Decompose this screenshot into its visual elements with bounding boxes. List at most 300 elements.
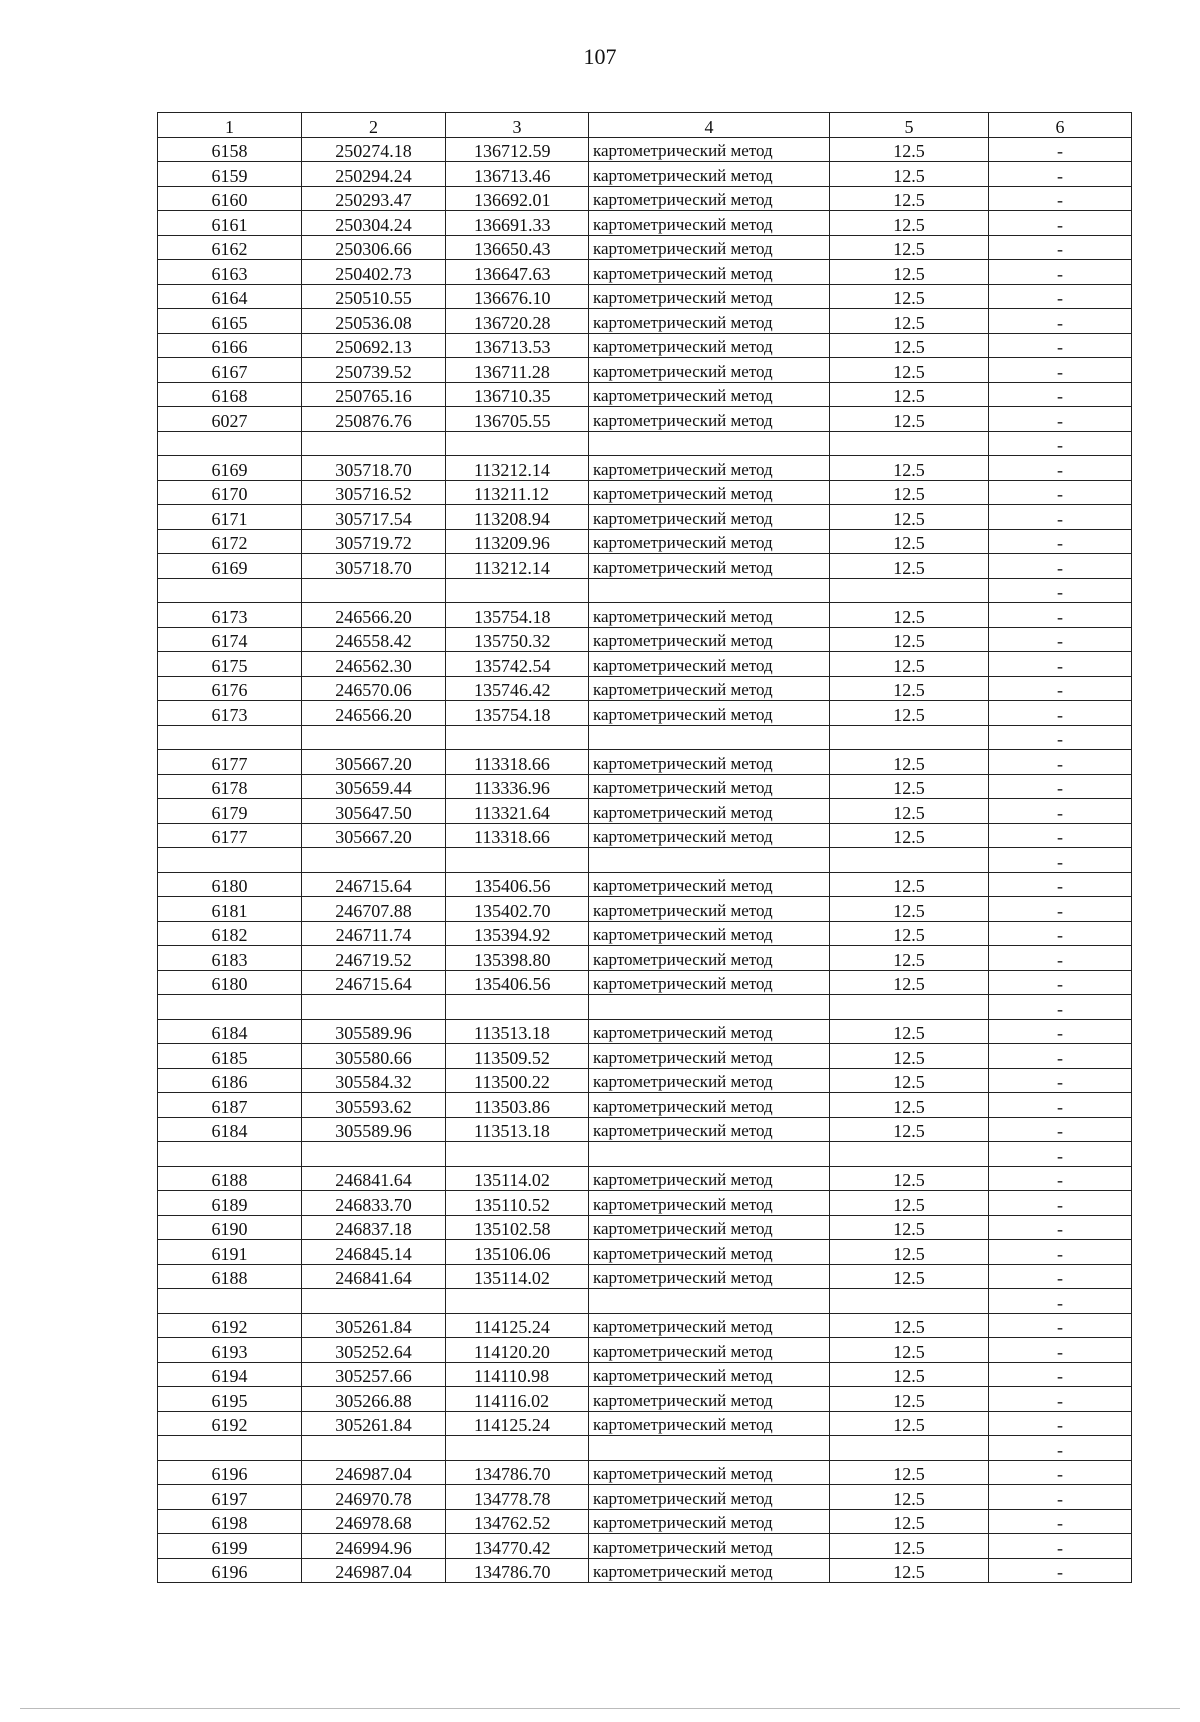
table-row [158,1044,1132,1069]
point-number-cell: 6171 [158,505,302,530]
accuracy-cell: 12.5 [830,505,989,530]
table-row [158,1166,1132,1191]
y-coordinate-cell: 113208.94 [446,505,589,530]
x-coordinate-cell: 305266.88 [302,1387,446,1412]
accuracy-cell: 12.5 [830,1117,989,1142]
y-coordinate-cell: 136712.59 [446,137,589,162]
method-cell: картометрический метод [589,211,830,236]
note-cell: - [989,970,1132,995]
accuracy-cell: 12.5 [830,1362,989,1387]
y-coordinate-cell: 135402.70 [446,897,589,922]
method-cell: картометрический метод [589,1264,830,1289]
table-row [158,186,1132,211]
table-row [158,1387,1132,1412]
table-row [158,284,1132,309]
x-coordinate-cell: 305580.66 [302,1044,446,1069]
note-cell: - [989,260,1132,285]
method-cell: картометрический метод [589,1338,830,1363]
method-cell [589,1436,830,1461]
note-cell: - [989,603,1132,628]
accuracy-cell [830,995,989,1020]
x-coordinate-cell: 246566.20 [302,701,446,726]
x-coordinate-cell: 246707.88 [302,897,446,922]
table-row [158,897,1132,922]
x-coordinate-cell: 305716.52 [302,480,446,505]
y-coordinate-cell: 113212.14 [446,554,589,579]
x-coordinate-cell: 250294.24 [302,162,446,187]
point-number-cell: 6176 [158,676,302,701]
y-coordinate-cell: 113321.64 [446,799,589,824]
table-row [158,848,1132,873]
table-row [158,1289,1132,1314]
x-coordinate-cell [302,1142,446,1167]
method-cell: картометрический метод [589,970,830,995]
note-cell: - [989,1362,1132,1387]
point-number-cell: 6169 [158,554,302,579]
point-number-cell: 6170 [158,480,302,505]
note-cell: - [989,1215,1132,1240]
point-number-cell: 6173 [158,701,302,726]
accuracy-cell: 12.5 [830,1485,989,1510]
point-number-cell: 6158 [158,137,302,162]
accuracy-cell: 12.5 [830,1240,989,1265]
x-coordinate-cell: 246845.14 [302,1240,446,1265]
x-coordinate-cell: 246837.18 [302,1215,446,1240]
table-row [158,1534,1132,1559]
note-cell: - [989,1387,1132,1412]
x-coordinate-cell: 246715.64 [302,970,446,995]
point-number-cell: 6177 [158,750,302,775]
table-row [158,162,1132,187]
coordinates-table [157,112,1132,1583]
point-number-cell: 6180 [158,970,302,995]
x-coordinate-cell: 246841.64 [302,1166,446,1191]
accuracy-cell [830,1289,989,1314]
x-coordinate-cell: 246719.52 [302,946,446,971]
table-row [158,382,1132,407]
y-coordinate-cell: 113513.18 [446,1117,589,1142]
table-row [158,725,1132,750]
y-coordinate-cell [446,1436,589,1461]
method-cell [589,848,830,873]
note-cell: - [989,652,1132,677]
point-number-cell: 6159 [158,162,302,187]
point-number-cell: 6163 [158,260,302,285]
point-number-cell [158,1436,302,1461]
accuracy-cell: 12.5 [830,1509,989,1534]
method-cell: картометрический метод [589,260,830,285]
x-coordinate-cell: 246987.04 [302,1558,446,1583]
method-cell: картометрический метод [589,799,830,824]
table-row [158,627,1132,652]
y-coordinate-cell [446,578,589,603]
point-number-cell: 6181 [158,897,302,922]
point-number-cell: 6187 [158,1093,302,1118]
y-coordinate-cell: 136711.28 [446,358,589,383]
accuracy-cell: 12.5 [830,1264,989,1289]
y-coordinate-cell: 114116.02 [446,1387,589,1412]
table-body [158,137,1132,1583]
y-coordinate-cell: 113318.66 [446,823,589,848]
note-cell: - [989,946,1132,971]
accuracy-cell: 12.5 [830,701,989,726]
table-header-row [158,113,1132,138]
column-header: 1 [158,113,302,138]
note-cell: - [989,774,1132,799]
point-number-cell: 6168 [158,382,302,407]
accuracy-cell: 12.5 [830,652,989,677]
table-row [158,872,1132,897]
x-coordinate-cell [302,578,446,603]
y-coordinate-cell: 135102.58 [446,1215,589,1240]
table-row [158,235,1132,260]
note-cell: - [989,1142,1132,1167]
method-cell: картометрический метод [589,603,830,628]
accuracy-cell: 12.5 [830,1166,989,1191]
method-cell: картометрический метод [589,456,830,481]
note-cell: - [989,186,1132,211]
table-row [158,676,1132,701]
table-row [158,554,1132,579]
point-number-cell: 6193 [158,1338,302,1363]
method-cell: картометрический метод [589,1387,830,1412]
point-number-cell: 6179 [158,799,302,824]
method-cell: картометрический метод [589,676,830,701]
note-cell: - [989,358,1132,383]
note-cell: - [989,1509,1132,1534]
method-cell: картометрический метод [589,1485,830,1510]
y-coordinate-cell: 136676.10 [446,284,589,309]
y-coordinate-cell: 136692.01 [446,186,589,211]
x-coordinate-cell: 250536.08 [302,309,446,334]
note-cell: - [989,162,1132,187]
note-cell: - [989,1044,1132,1069]
y-coordinate-cell [446,1142,589,1167]
method-cell: картометрический метод [589,1460,830,1485]
accuracy-cell: 12.5 [830,603,989,628]
note-cell: - [989,554,1132,579]
x-coordinate-cell: 250765.16 [302,382,446,407]
x-coordinate-cell: 305719.72 [302,529,446,554]
y-coordinate-cell: 135106.06 [446,1240,589,1265]
table-row [158,1264,1132,1289]
note-cell: - [989,1093,1132,1118]
method-cell: картометрический метод [589,946,830,971]
method-cell: картометрический метод [589,554,830,579]
point-number-cell: 6184 [158,1117,302,1142]
accuracy-cell: 12.5 [830,211,989,236]
point-number-cell: 6195 [158,1387,302,1412]
method-cell: картометрический метод [589,1068,830,1093]
point-number-cell: 6161 [158,211,302,236]
y-coordinate-cell: 114125.24 [446,1411,589,1436]
y-coordinate-cell: 135746.42 [446,676,589,701]
point-number-cell: 6167 [158,358,302,383]
point-number-cell [158,1289,302,1314]
x-coordinate-cell: 246970.78 [302,1485,446,1510]
table-row [158,1215,1132,1240]
note-cell: - [989,1460,1132,1485]
point-number-cell: 6186 [158,1068,302,1093]
point-number-cell: 6194 [158,1362,302,1387]
note-cell: - [989,872,1132,897]
accuracy-cell: 12.5 [830,1313,989,1338]
method-cell [589,1142,830,1167]
method-cell: картометрический метод [589,1117,830,1142]
note-cell: - [989,1338,1132,1363]
y-coordinate-cell [446,848,589,873]
accuracy-cell: 12.5 [830,1093,989,1118]
method-cell: картометрический метод [589,1019,830,1044]
x-coordinate-cell: 246562.30 [302,652,446,677]
note-cell: - [989,235,1132,260]
accuracy-cell: 12.5 [830,1338,989,1363]
x-coordinate-cell: 246994.96 [302,1534,446,1559]
table-row [158,456,1132,481]
accuracy-cell: 12.5 [830,1215,989,1240]
method-cell: картометрический метод [589,897,830,922]
y-coordinate-cell: 113513.18 [446,1019,589,1044]
note-cell: - [989,1436,1132,1461]
y-coordinate-cell: 135110.52 [446,1191,589,1216]
note-cell: - [989,211,1132,236]
accuracy-cell: 12.5 [830,946,989,971]
note-cell: - [989,333,1132,358]
method-cell: картометрический метод [589,921,830,946]
note-cell: - [989,750,1132,775]
column-header: 2 [302,113,446,138]
method-cell: картометрический метод [589,1240,830,1265]
point-number-cell [158,848,302,873]
accuracy-cell: 12.5 [830,407,989,432]
table-row [158,358,1132,383]
accuracy-cell [830,848,989,873]
y-coordinate-cell: 113500.22 [446,1068,589,1093]
x-coordinate-cell: 305261.84 [302,1313,446,1338]
accuracy-cell [830,725,989,750]
x-coordinate-cell: 250293.47 [302,186,446,211]
table-row [158,970,1132,995]
accuracy-cell [830,431,989,456]
note-cell: - [989,480,1132,505]
y-coordinate-cell: 135750.32 [446,627,589,652]
accuracy-cell: 12.5 [830,1387,989,1412]
point-number-cell: 6184 [158,1019,302,1044]
note-cell: - [989,456,1132,481]
accuracy-cell [830,578,989,603]
y-coordinate-cell: 136650.43 [446,235,589,260]
y-coordinate-cell: 134786.70 [446,1460,589,1485]
table-row [158,1509,1132,1534]
y-coordinate-cell: 114120.20 [446,1338,589,1363]
page-number: 107 [583,44,617,69]
table-row [158,578,1132,603]
accuracy-cell: 12.5 [830,799,989,824]
table-row [158,1338,1132,1363]
note-cell: - [989,578,1132,603]
point-number-cell: 6169 [158,456,302,481]
accuracy-cell: 12.5 [830,137,989,162]
x-coordinate-cell: 250876.76 [302,407,446,432]
point-number-cell: 6164 [158,284,302,309]
x-coordinate-cell: 305718.70 [302,456,446,481]
point-number-cell: 6162 [158,235,302,260]
y-coordinate-cell: 136705.55 [446,407,589,432]
accuracy-cell: 12.5 [830,676,989,701]
x-coordinate-cell: 305589.96 [302,1019,446,1044]
table-row [158,1191,1132,1216]
note-cell: - [989,627,1132,652]
note-cell: - [989,137,1132,162]
method-cell: картометрический метод [589,407,830,432]
method-cell: картометрический метод [589,1215,830,1240]
table-row [158,701,1132,726]
point-number-cell: 6199 [158,1534,302,1559]
y-coordinate-cell: 114125.24 [446,1313,589,1338]
x-coordinate-cell [302,431,446,456]
table-row [158,1460,1132,1485]
point-number-cell: 6198 [158,1509,302,1534]
accuracy-cell: 12.5 [830,1534,989,1559]
table-row [158,603,1132,628]
column-header: 3 [446,113,589,138]
x-coordinate-cell: 246570.06 [302,676,446,701]
y-coordinate-cell: 136691.33 [446,211,589,236]
accuracy-cell: 12.5 [830,260,989,285]
method-cell: картометрический метод [589,333,830,358]
x-coordinate-cell: 250739.52 [302,358,446,383]
accuracy-cell: 12.5 [830,235,989,260]
x-coordinate-cell: 250692.13 [302,333,446,358]
y-coordinate-cell [446,1289,589,1314]
table-row [158,1558,1132,1583]
note-cell: - [989,1534,1132,1559]
table-row [158,211,1132,236]
column-header: 4 [589,113,830,138]
method-cell: картометрический метод [589,1534,830,1559]
method-cell [589,1289,830,1314]
method-cell: картометрический метод [589,309,830,334]
y-coordinate-cell: 113509.52 [446,1044,589,1069]
y-coordinate-cell: 136710.35 [446,382,589,407]
accuracy-cell: 12.5 [830,333,989,358]
x-coordinate-cell: 246833.70 [302,1191,446,1216]
accuracy-cell: 12.5 [830,529,989,554]
point-number-cell: 6178 [158,774,302,799]
x-coordinate-cell: 250274.18 [302,137,446,162]
x-coordinate-cell: 305252.64 [302,1338,446,1363]
y-coordinate-cell: 135114.02 [446,1166,589,1191]
note-cell: - [989,505,1132,530]
note-cell: - [989,1068,1132,1093]
method-cell: картометрический метод [589,1362,830,1387]
table-row [158,750,1132,775]
method-cell: картометрический метод [589,701,830,726]
x-coordinate-cell: 250510.55 [302,284,446,309]
x-coordinate-cell [302,995,446,1020]
point-number-cell [158,431,302,456]
y-coordinate-cell: 135754.18 [446,701,589,726]
note-cell: - [989,309,1132,334]
note-cell: - [989,799,1132,824]
method-cell: картометрический метод [589,627,830,652]
method-cell: картометрический метод [589,137,830,162]
note-cell: - [989,431,1132,456]
note-cell: - [989,1485,1132,1510]
note-cell: - [989,701,1132,726]
table-row [158,652,1132,677]
point-number-cell: 6192 [158,1411,302,1436]
method-cell: картометрический метод [589,1411,830,1436]
accuracy-cell: 12.5 [830,456,989,481]
method-cell: картометрический метод [589,872,830,897]
accuracy-cell: 12.5 [830,309,989,334]
accuracy-cell: 12.5 [830,162,989,187]
point-number-cell: 6188 [158,1264,302,1289]
table-row [158,505,1132,530]
note-cell: - [989,1166,1132,1191]
method-cell: картометрический метод [589,382,830,407]
x-coordinate-cell: 246566.20 [302,603,446,628]
method-cell: картометрический метод [589,162,830,187]
x-coordinate-cell [302,848,446,873]
point-number-cell [158,995,302,1020]
note-cell: - [989,921,1132,946]
method-cell: картометрический метод [589,284,830,309]
note-cell: - [989,1240,1132,1265]
point-number-cell: 6174 [158,627,302,652]
table-row [158,1485,1132,1510]
x-coordinate-cell: 250402.73 [302,260,446,285]
point-number-cell: 6190 [158,1215,302,1240]
table-row [158,1240,1132,1265]
y-coordinate-cell: 113209.96 [446,529,589,554]
accuracy-cell: 12.5 [830,554,989,579]
note-cell: - [989,1191,1132,1216]
y-coordinate-cell: 135398.80 [446,946,589,971]
method-cell [589,578,830,603]
x-coordinate-cell [302,1436,446,1461]
table-row [158,774,1132,799]
accuracy-cell: 12.5 [830,284,989,309]
method-cell: картометрический метод [589,529,830,554]
table-row [158,309,1132,334]
note-cell: - [989,848,1132,873]
accuracy-cell: 12.5 [830,480,989,505]
point-number-cell: 6160 [158,186,302,211]
x-coordinate-cell [302,1289,446,1314]
x-coordinate-cell [302,725,446,750]
x-coordinate-cell: 246558.42 [302,627,446,652]
y-coordinate-cell: 113211.12 [446,480,589,505]
table-row [158,1068,1132,1093]
column-header: 5 [830,113,989,138]
point-number-cell: 6172 [158,529,302,554]
table-row [158,995,1132,1020]
point-number-cell: 6196 [158,1558,302,1583]
y-coordinate-cell: 114110.98 [446,1362,589,1387]
method-cell: картометрический метод [589,186,830,211]
note-cell: - [989,1019,1132,1044]
table-row [158,260,1132,285]
y-coordinate-cell: 113336.96 [446,774,589,799]
accuracy-cell: 12.5 [830,358,989,383]
x-coordinate-cell: 305647.50 [302,799,446,824]
accuracy-cell: 12.5 [830,774,989,799]
note-cell: - [989,1264,1132,1289]
method-cell: картометрический метод [589,1509,830,1534]
method-cell: картометрический метод [589,750,830,775]
